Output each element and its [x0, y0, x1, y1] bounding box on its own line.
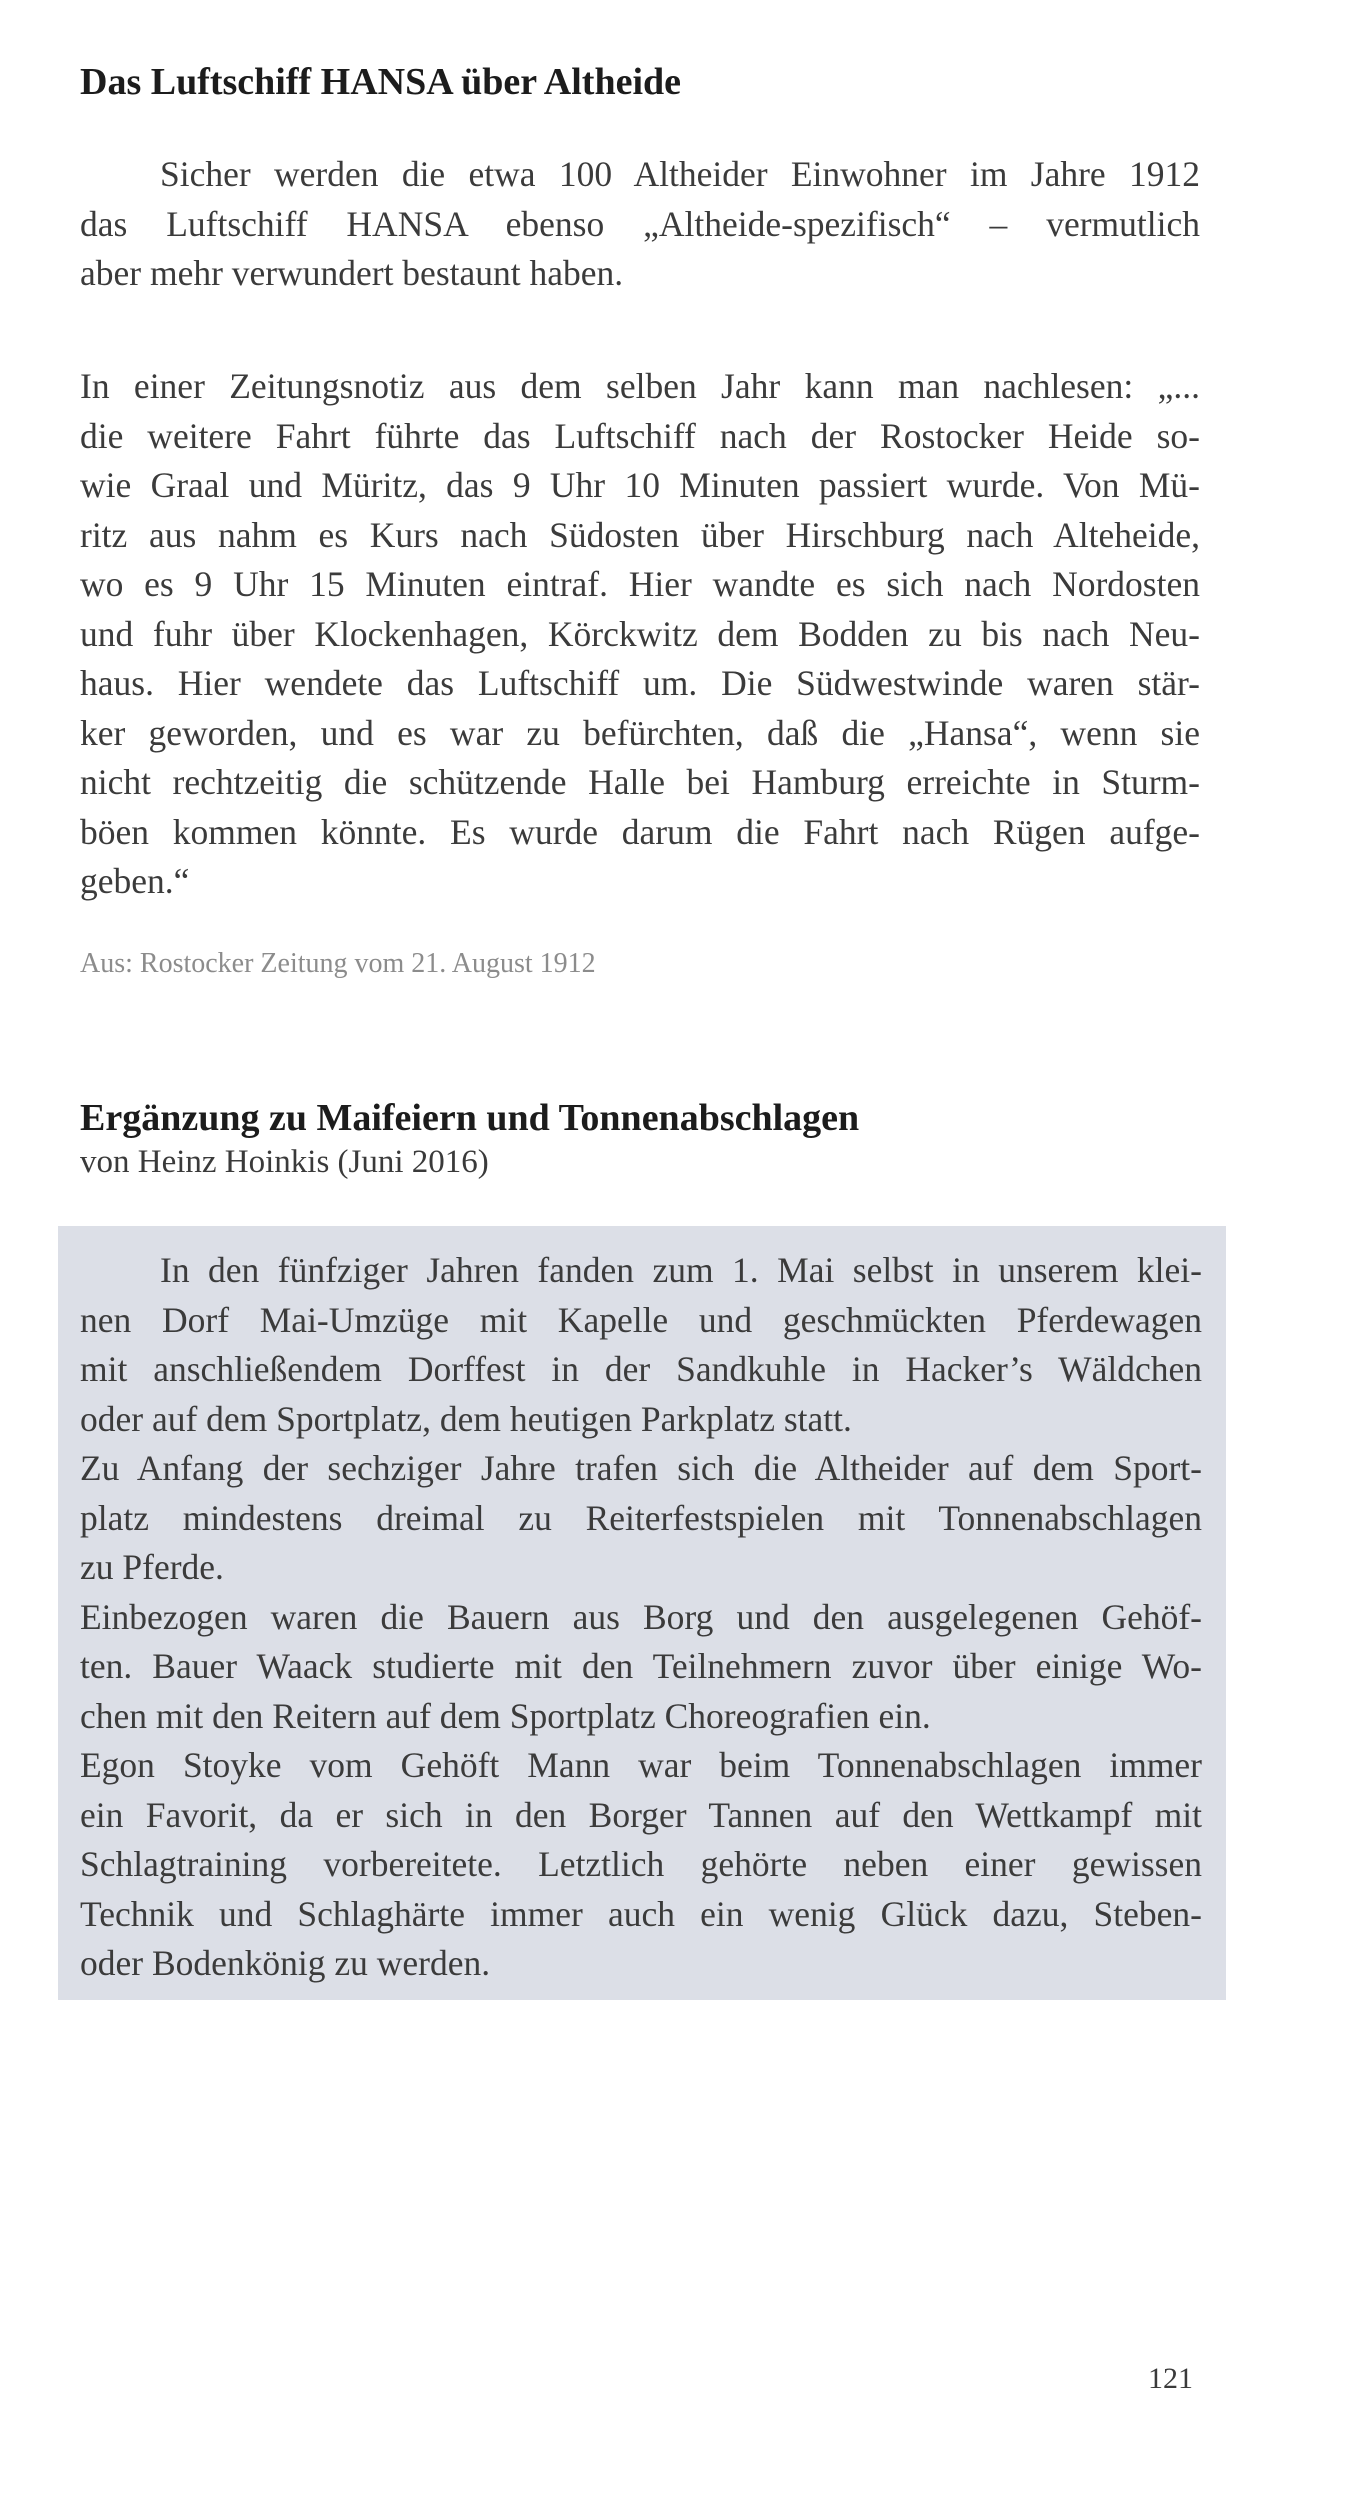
text-line: Egon Stoyke vom Gehöft Mann war beim Tonnenabschlagen immer — [80, 1745, 1202, 1785]
intro-paragraph — [80, 150, 1200, 299]
text-line: platz mindestens dreimal zu Reiterfestspielen mit Tonnenabschlagen — [80, 1497, 1202, 1538]
text-line: zu Pferde. — [80, 1547, 224, 1587]
text-line: aber mehr verwundert bestaunt haben. — [80, 253, 624, 293]
text-line: Technik und Schlaghärte immer auch ein wenig Glück dazu, Steben- — [80, 1893, 1202, 1934]
text-line: In einer Zeitungsnotiz aus dem selben Jahr kann man nachlesen: „... — [80, 366, 1200, 406]
page-number: 121 — [1148, 2362, 1193, 2395]
text-line: nicht rechtzeitig die schützende Halle bei Hamburg erreichte in Sturm- — [80, 762, 1200, 802]
text-line: Sicher werden die etwa 100 Altheider Einwohner im Jahre 1912 — [160, 154, 1200, 194]
text-line: Schlagtraining vorbereitete. Letztlich gehörte neben einer gewissen — [80, 1844, 1202, 1884]
text-line: die weitere Fahrt führte das Luftschiff nach der Rostocker Heide so- — [80, 415, 1200, 456]
text-line: und fuhr über Klockenhagen, Körckwitz dem Bodden zu bis nach Neu- — [80, 613, 1200, 654]
highlighted-text-box — [58, 1226, 1226, 2000]
source-citation: Aus: Rostocker Zeitung vom 21. August 1912 — [80, 948, 596, 979]
text-line: Zu Anfang der sechziger Jahre trafen sich die Altheider auf dem Sport- — [80, 1448, 1202, 1488]
section-title-maifeiern: Ergänzung zu Maifeiern und Tonnenabschlagen — [80, 1097, 860, 1139]
author-byline: von Heinz Hoinkis (Juni 2016) — [80, 1144, 489, 1180]
text-line: chen mit den Reitern auf dem Sportplatz Choreografien ein. — [80, 1695, 931, 1736]
text-line: oder Bodenkönig zu werden. — [80, 1943, 491, 1983]
text-line: das Luftschiff HANSA ebenso „Altheide-spezifisch“ – vermutlich — [80, 203, 1200, 244]
newspaper-quote-paragraph — [80, 362, 1200, 907]
text-line: wo es 9 Uhr 15 Minuten eintraf. Hier wandte es sich nach Nordosten — [80, 564, 1200, 604]
text-line: wie Graal und Müritz, das 9 Uhr 10 Minuten passiert wurde. Von Mü- — [80, 465, 1200, 505]
text-line: nen Dorf Mai-Umzüge mit Kapelle und geschmückten Pferdewagen — [80, 1299, 1202, 1340]
text-line: ten. Bauer Waack studierte mit den Teilnehmern zuvor über einige Wo- — [80, 1646, 1202, 1686]
text-line: Einbezogen waren die Bauern aus Borg und den ausgelegenen Gehöf- — [80, 1596, 1202, 1637]
text-line: ker geworden, und es war zu befürchten, daß die „Hansa“, wenn sie — [80, 712, 1200, 753]
text-line: oder auf dem Sportplatz, dem heutigen Parkplatz statt. — [80, 1398, 852, 1439]
text-line: ein Favorit, da er sich in den Borger Tannen auf den Wettkampf mit — [80, 1794, 1202, 1835]
text-line: In den fünfziger Jahren fanden zum 1. Mai selbst in unserem klei- — [160, 1250, 1202, 1290]
box-text — [80, 1246, 1202, 1989]
text-line: haus. Hier wendete das Luftschiff um. Die Südwestwinde waren stär- — [80, 663, 1200, 703]
text-line: geben.“ — [80, 861, 190, 901]
text-line: ritz aus nahm es Kurs nach Südosten über Hirschburg nach Alteheide, — [80, 514, 1200, 555]
text-line: mit anschließendem Dorffest in der Sandkuhle in Hacker’s Wäldchen — [80, 1349, 1202, 1389]
text-line: böen kommen könnte. Es wurde darum die Fahrt nach Rügen aufge- — [80, 811, 1200, 852]
section-title-luftschiff: Das Luftschiff HANSA über Altheide — [80, 61, 682, 103]
